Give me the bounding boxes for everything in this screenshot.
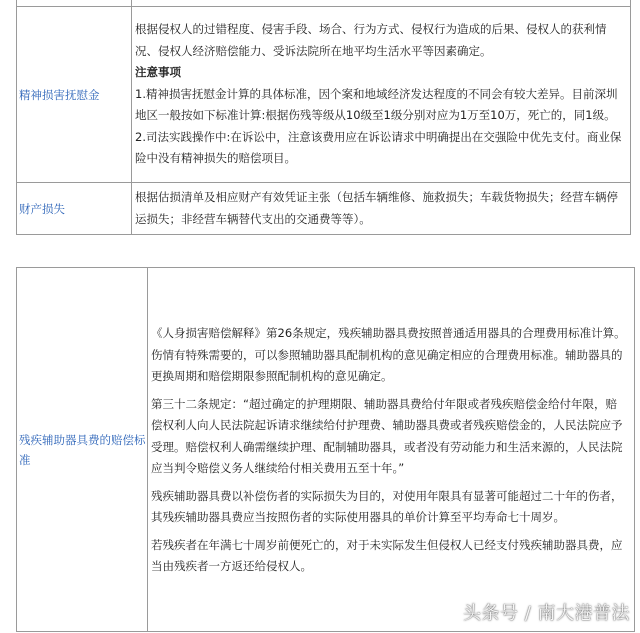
row-content-property-loss	[132, 183, 631, 235]
paragraph: 第三十二条规定：“超过确定的护理期限、辅助器具费给付年限或者残疾赔偿金给付年限，赔偿权利人向人民法院起诉请求继续给付护理费、辅助器具费或者残疾赔偿金的，人民法院应予受理。赔偿权利人确需继续护理、配制辅助器具，或者没有劳动能力和生活来源的，人民法院应当判令赔偿义务人继续给付相关费用五至十年。”	[151, 396, 623, 476]
note-title: 注意事项	[135, 65, 181, 80]
row-label-mental-damages: 精神损害抚慰金	[17, 7, 132, 183]
paragraph: 2.司法实践操作中:在诉讼中，注意该费用应在诉讼请求中明确提出在交强险中优先支付。商业保险中没有精神损失的赔偿项目。	[135, 129, 622, 166]
paragraph: 根据估损清单及相应财产有效凭证主张（包括车辆维修、施救损失；车载货物损失；经营车辆停运损失；非经营车辆替代支出的交通费等等）。	[135, 190, 618, 226]
table-row	[17, 7, 631, 183]
row-content-mental-damages	[132, 7, 631, 183]
table-row	[17, 183, 631, 235]
row-label-disability-aids: 残疾辅助器具费的赔偿标准	[17, 268, 148, 632]
paragraph: 1.精神损害抚慰金计算的具体标准，因个案和地域经济发达程度的不同会有较大差异。目前深圳地区一般按如下标准计算:根据伤残等级从10级至1级分别对应为1万至10万，死亡的，同1级。	[135, 86, 618, 123]
paragraph: 《人身损害赔偿解释》第26条规定，残疾辅助器具费按照普通适用器具的合理费用标准计算。伤情有特殊需要的，可以参照辅助器具配制机构的意见确定相应的合理费用标准。辅助器具的更换周期和赔偿期限参照配制机构的意见确定。	[151, 326, 626, 384]
paragraph: 残疾辅助器具费以补偿伤者的实际损失为目的，对使用年限具有显著可能超过二十年的伤者，其残疾辅助器具费应当按照伤者的实际使用器具的单价计算至平均寿命七十周岁。	[151, 488, 623, 525]
compensation-table-2	[16, 267, 635, 632]
paragraph: 根据侵权人的过错程度、侵害手段、场合、行为方式、侵权行为造成的后果、侵权人的获利情况、侵权人经济赔偿能力、受诉法院所在地平均生活水平等因素确定。	[135, 22, 607, 58]
paragraph: 若残疾者在年满七十周岁前便死亡的，对于未实际发生但侵权人已经支付残疾辅助器具费，应当由残疾者一方返还给侵权人。	[151, 537, 623, 574]
table-row	[17, 268, 635, 632]
compensation-table-1	[16, 0, 631, 235]
row-content-disability-aids	[148, 268, 635, 632]
watermark: 头条号 / 南大港普法	[462, 603, 630, 624]
row-label-property-loss: 财产损失	[17, 183, 132, 235]
